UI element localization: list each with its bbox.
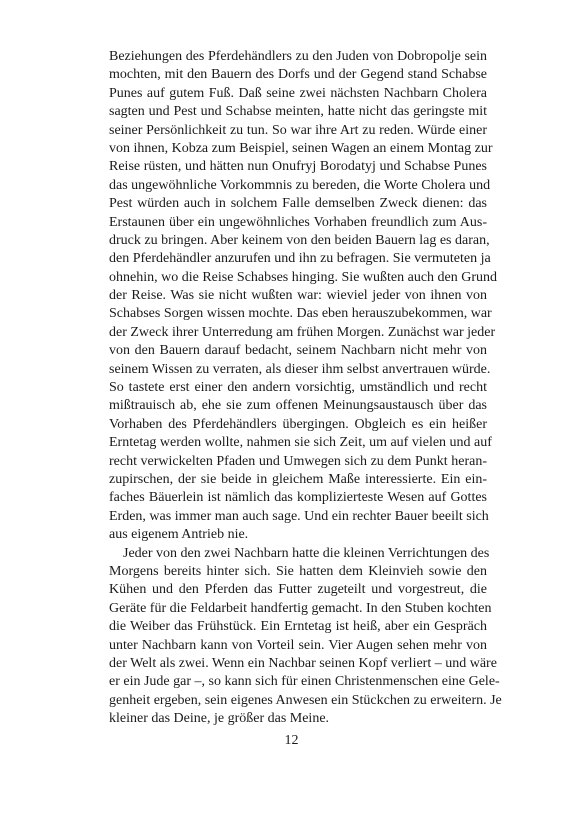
paragraph-end-line: aus eigenem Antrieb nie. — [109, 527, 249, 543]
text-line: Morgens bereits hinter sich. Sie hatten dem Kleinvieh sowie den — [109, 563, 487, 579]
text-line: Geräte für die Feldarbeit handfertig gemacht. In den Stuben kochten — [109, 600, 492, 616]
text-line: er ein Jude gar –, so kann sich für einen Christenmenschen eine Gele- — [109, 674, 500, 690]
text-line: mißtrauisch ab, ehe sie zum offenen Meinungsaustausch über das — [109, 398, 487, 414]
text-line: Vorhaben des Pferdehändlers übergingen. Obgleich es ein heißer — [109, 416, 487, 432]
text-line: die Weiber das Frühstück. Ein Erntetag ist heiß, aber ein Gespräch — [109, 619, 487, 635]
text-line: von den Bauern darauf bedacht, seinem Nachbarn nicht mehr von — [109, 343, 487, 359]
text-line: mochten, mit den Bauern des Dorfs und der Gegend stand Schabse — [109, 67, 487, 83]
text-line: sagten und Pest und Schabse meinten, hatte nicht das geringste mit — [109, 104, 487, 120]
page-number: 12 — [284, 733, 299, 748]
text-line: seiner Persönlichkeit zu tun. So war ihre Art zu reden. Würde einer — [109, 122, 487, 138]
text-line: das ungewöhnliche Vorkommnis zu bereden, die Worte Cholera und — [109, 177, 491, 193]
text-line: recht verwickelten Pfaden und Umwegen sich zu dem Punkt heran- — [109, 453, 487, 469]
text-line: Erstaunen über ein ungewöhnliches Vorhaben freundlich zum Aus- — [109, 214, 487, 230]
text-line: faches Bäuerlein ist nämlich das komplizierteste Wesen auf Gottes — [109, 490, 487, 506]
paragraph-end-line: kleiner das Deine, je größer das Meine. — [109, 711, 330, 727]
text-line: Kühen und den Pferden das Futter zugeteilt und vorgestreut, die — [109, 582, 487, 598]
text-line: von ihnen, Kobza zum Beispiel, seinen Wagen an einem Montag zur — [109, 140, 493, 156]
text-line: Reise rüsten, und hätten nun Onufryj Borodatyj und Schabse Punes — [109, 159, 487, 175]
text-line: So tastete erst einer den andern vorsichtig, umständlich und recht — [109, 380, 487, 396]
text-line: unter Nachbarn kann von Vorteil sein. Vier Augen sehen mehr von — [109, 637, 487, 653]
text-line: ohnehin, wo die Reise Schabses hinging. Sie wußten auch den Grund — [109, 269, 498, 285]
text-line: den Pferdehändler anzurufen und ihn zu befragen. Sie vermuteten ja — [109, 251, 491, 267]
text-line: Erntetag werden wollte, nahmen sie sich Zeit, um auf vielen und auf — [109, 435, 492, 451]
text-line: Beziehungen des Pferdehändlers zu den Juden von Dobropolje sein — [109, 49, 487, 64]
paragraph-start-line: Jeder von den zwei Nachbarn hatte die kleinen Verrichtungen des — [123, 545, 490, 561]
text-line: der Reise. Was sie nicht wußten war: wieviel jeder von ihnen von — [109, 288, 487, 304]
text-line: Punes auf gutem Fuß. Daß seine zwei nächsten Nachbarn Cholera — [109, 85, 487, 101]
text-line: der Zweck ihrer Unterredung am frühen Morgen. Zunächst war jeder — [109, 324, 496, 340]
text-line: Schabses Sorgen wissen mochte. Das eben herauszubekommen, war — [109, 306, 492, 322]
text-line: druck zu bringen. Aber keinem von den beiden Bauern lag es daran, — [109, 232, 490, 248]
text-line: Pest würden auch in solchem Falle demselben Zweck dienen: das — [109, 196, 487, 212]
text-line: seinem Wissen zu verraten, als dieser ihm selbst anvertrauen würde. — [109, 361, 491, 377]
text-line: zupirschen, der sie beide in gleichem Maße interessierte. Ein ein- — [109, 471, 487, 487]
text-line: Erden, was immer man auch sage. Und ein rechter Bauer beeilt sich — [109, 508, 489, 524]
text-line: der Welt als zwei. Wenn ein Nachbar seinen Kopf verliert – und wäre — [109, 655, 497, 671]
body-text — [109, 48, 502, 728]
text-line: genheit ergeben, sein eigenes Anwesen ein Stückchen zu erweitern. Je — [109, 692, 502, 708]
